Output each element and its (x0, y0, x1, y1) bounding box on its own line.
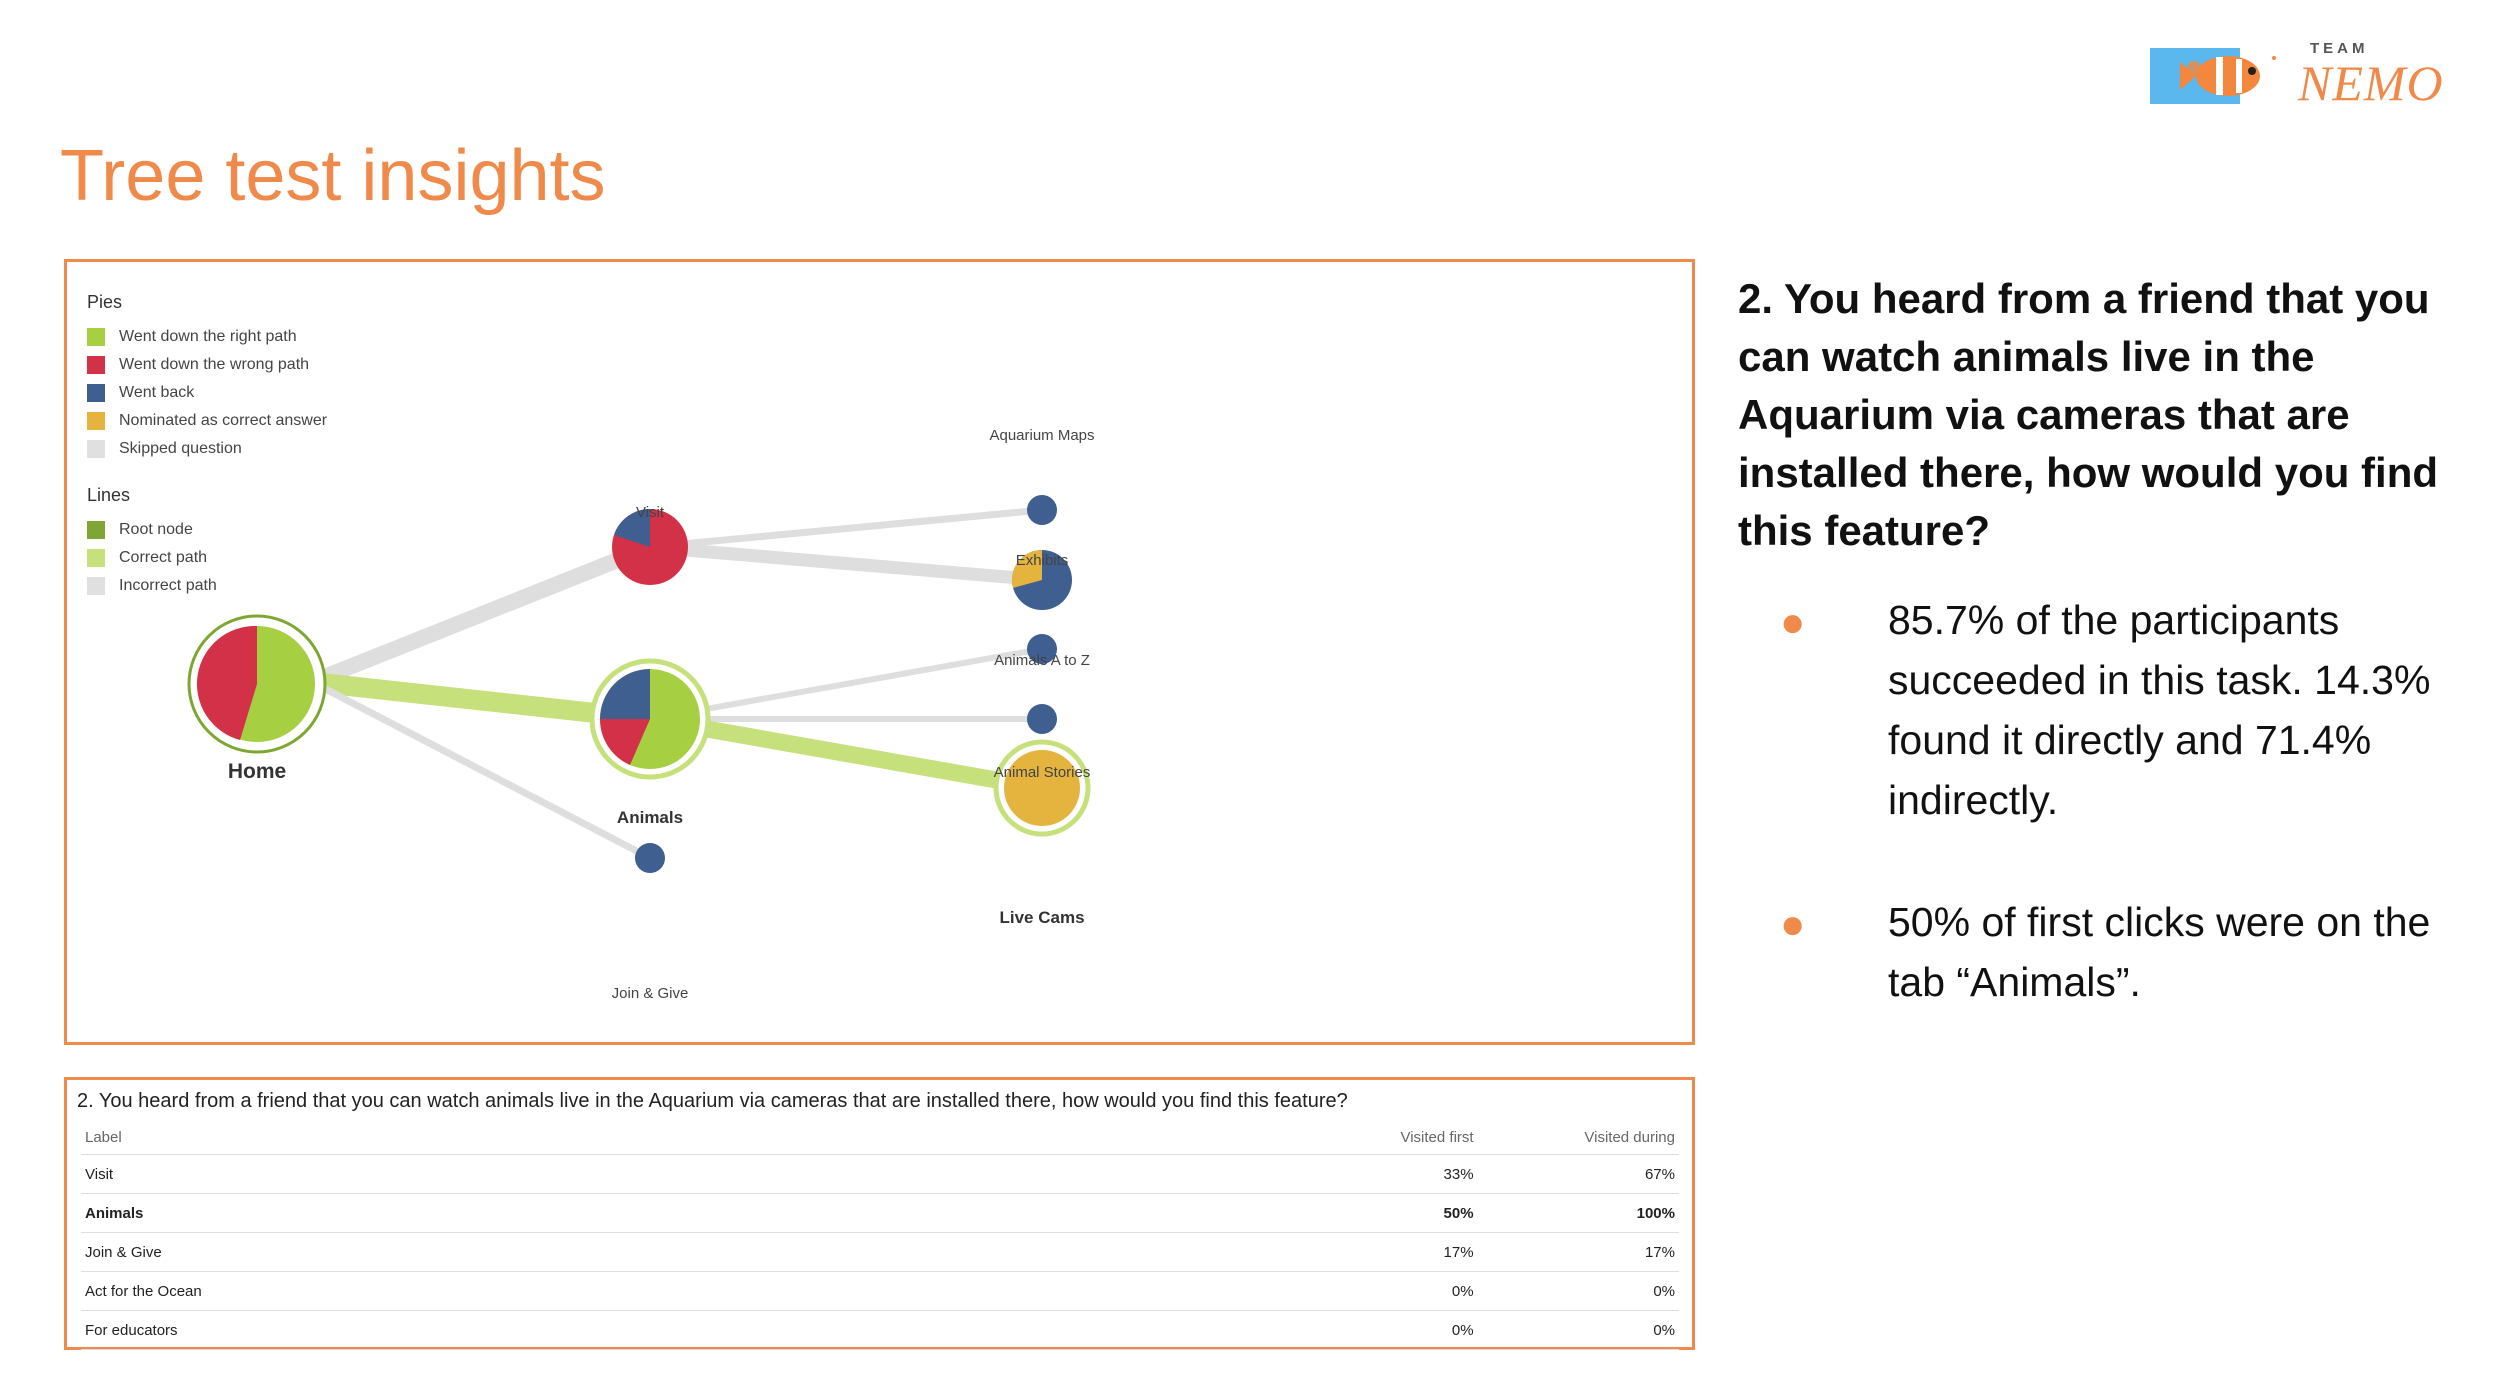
legend-item-correct-path (87, 544, 327, 572)
row-visited-during: 67% (1478, 1155, 1679, 1194)
legend-label: Root node (119, 521, 193, 538)
label-animals-a-to-z: Animals A to Z (994, 652, 1090, 669)
legend-label: Correct path (119, 549, 208, 566)
legend-label: Incorrect path (119, 577, 217, 594)
legend-label: Went back (119, 384, 195, 401)
task-question: 2. You heard from a friend that you can watch animals live in the Aquarium via cameras that are installed there, how would you find this feature? (1738, 275, 2439, 554)
legend-label: Went down the right path (119, 328, 297, 345)
link-visit-aquarium-maps (650, 510, 1042, 547)
row-visited-during: 100% (1478, 1194, 1679, 1233)
legend-pies-heading: Pies (87, 292, 123, 312)
row-visited-first: 0% (1274, 1272, 1477, 1311)
row-label: Join & Give (81, 1233, 1274, 1272)
row-visited-during: 17% (1478, 1233, 1679, 1272)
table-row (81, 1311, 1679, 1350)
label-live-cams: Live Cams (999, 908, 1085, 927)
bullet-dot-icon: ● (1780, 900, 1806, 947)
bullet-dot-icon: ● (1780, 598, 1806, 645)
legend-item-skipped (87, 435, 327, 463)
legend-item-nominated (87, 407, 327, 435)
insight-first-clicks: 50% of first clicks were on the tab “Animals”. (1888, 899, 2431, 1005)
clownfish-logo-icon (2150, 48, 2300, 106)
label-visit: Visit (635, 504, 665, 521)
diagram-legend (87, 292, 327, 600)
legend-swatch (87, 440, 105, 458)
row-label: Act for the Ocean (81, 1272, 1274, 1311)
col-header-visited-during: Visited during (1478, 1120, 1679, 1155)
node-live-cams[interactable] (996, 742, 1088, 834)
row-visited-during: 0% (1478, 1272, 1679, 1311)
link-visit-exhibits (650, 547, 1042, 580)
node-aquarium-maps[interactable] (1027, 495, 1057, 525)
link-home-visit (312, 547, 650, 682)
row-label: Animals (81, 1194, 1274, 1233)
label-animal-stories: Animal Stories (993, 764, 1091, 781)
legend-swatch (87, 328, 105, 346)
label-exhibits: Exhibits (1015, 552, 1069, 569)
legend-swatch (87, 549, 105, 567)
label-join-give: Join & Give (611, 985, 689, 1002)
legend-swatch (87, 412, 105, 430)
legend-item-wrong-path (87, 351, 327, 379)
node-join-give[interactable] (635, 843, 665, 873)
legend-item-incorrect-path (87, 572, 327, 600)
legend-item-right-path (87, 323, 327, 351)
table-row (81, 1233, 1679, 1272)
tree-test-diagram (64, 259, 1695, 1045)
label-home: Home (227, 760, 287, 783)
label-animals: Animals (616, 808, 684, 827)
node-animal-stories[interactable] (1027, 704, 1057, 734)
row-label: For educators (81, 1311, 1274, 1350)
table-question: 2. You heard from a friend that you can watch animals live in the Aquarium via cameras that are installed there, how would you find this feature? (77, 1090, 1348, 1112)
legend-swatch (87, 577, 105, 595)
legend-swatch (87, 356, 105, 374)
col-header-label: Label (81, 1120, 1274, 1155)
logo-nemo-text: NEMO (2298, 55, 2444, 111)
row-visited-first: 50% (1274, 1194, 1477, 1233)
table-header-row (81, 1120, 1679, 1155)
legend-label: Went down the wrong path (119, 356, 310, 373)
row-label: Visit (81, 1155, 1274, 1194)
node-animals[interactable] (592, 661, 708, 777)
col-header-visited-first: Visited first (1274, 1120, 1477, 1155)
table-row (81, 1194, 1679, 1233)
logo-team-text: TEAM (2310, 40, 2369, 57)
table-row (81, 1272, 1679, 1311)
insight-success-rate: 85.7% of the participants succeeded in this task. 14.3% found it directly and 71.4% indirectly. (1888, 597, 2431, 823)
first-click-table (81, 1120, 1679, 1350)
row-visited-first: 0% (1274, 1311, 1477, 1350)
first-click-table-panel (64, 1077, 1695, 1350)
node-home[interactable] (189, 616, 325, 752)
legend-lines-heading: Lines (87, 485, 131, 505)
legend-item-went-back (87, 379, 327, 407)
page-title: Tree test insights (60, 136, 606, 216)
team-nemo-logo (2140, 36, 2444, 116)
row-visited-first: 33% (1274, 1155, 1477, 1194)
legend-swatch (87, 521, 105, 539)
legend-swatch (87, 384, 105, 402)
label-aquarium-maps: Aquarium Maps (989, 427, 1095, 444)
row-visited-during: 0% (1478, 1311, 1679, 1350)
legend-label: Nominated as correct answer (119, 412, 328, 429)
table-row (81, 1155, 1679, 1194)
legend-item-root-node (87, 516, 327, 544)
row-visited-first: 17% (1274, 1233, 1477, 1272)
legend-label: Skipped question (119, 440, 242, 457)
